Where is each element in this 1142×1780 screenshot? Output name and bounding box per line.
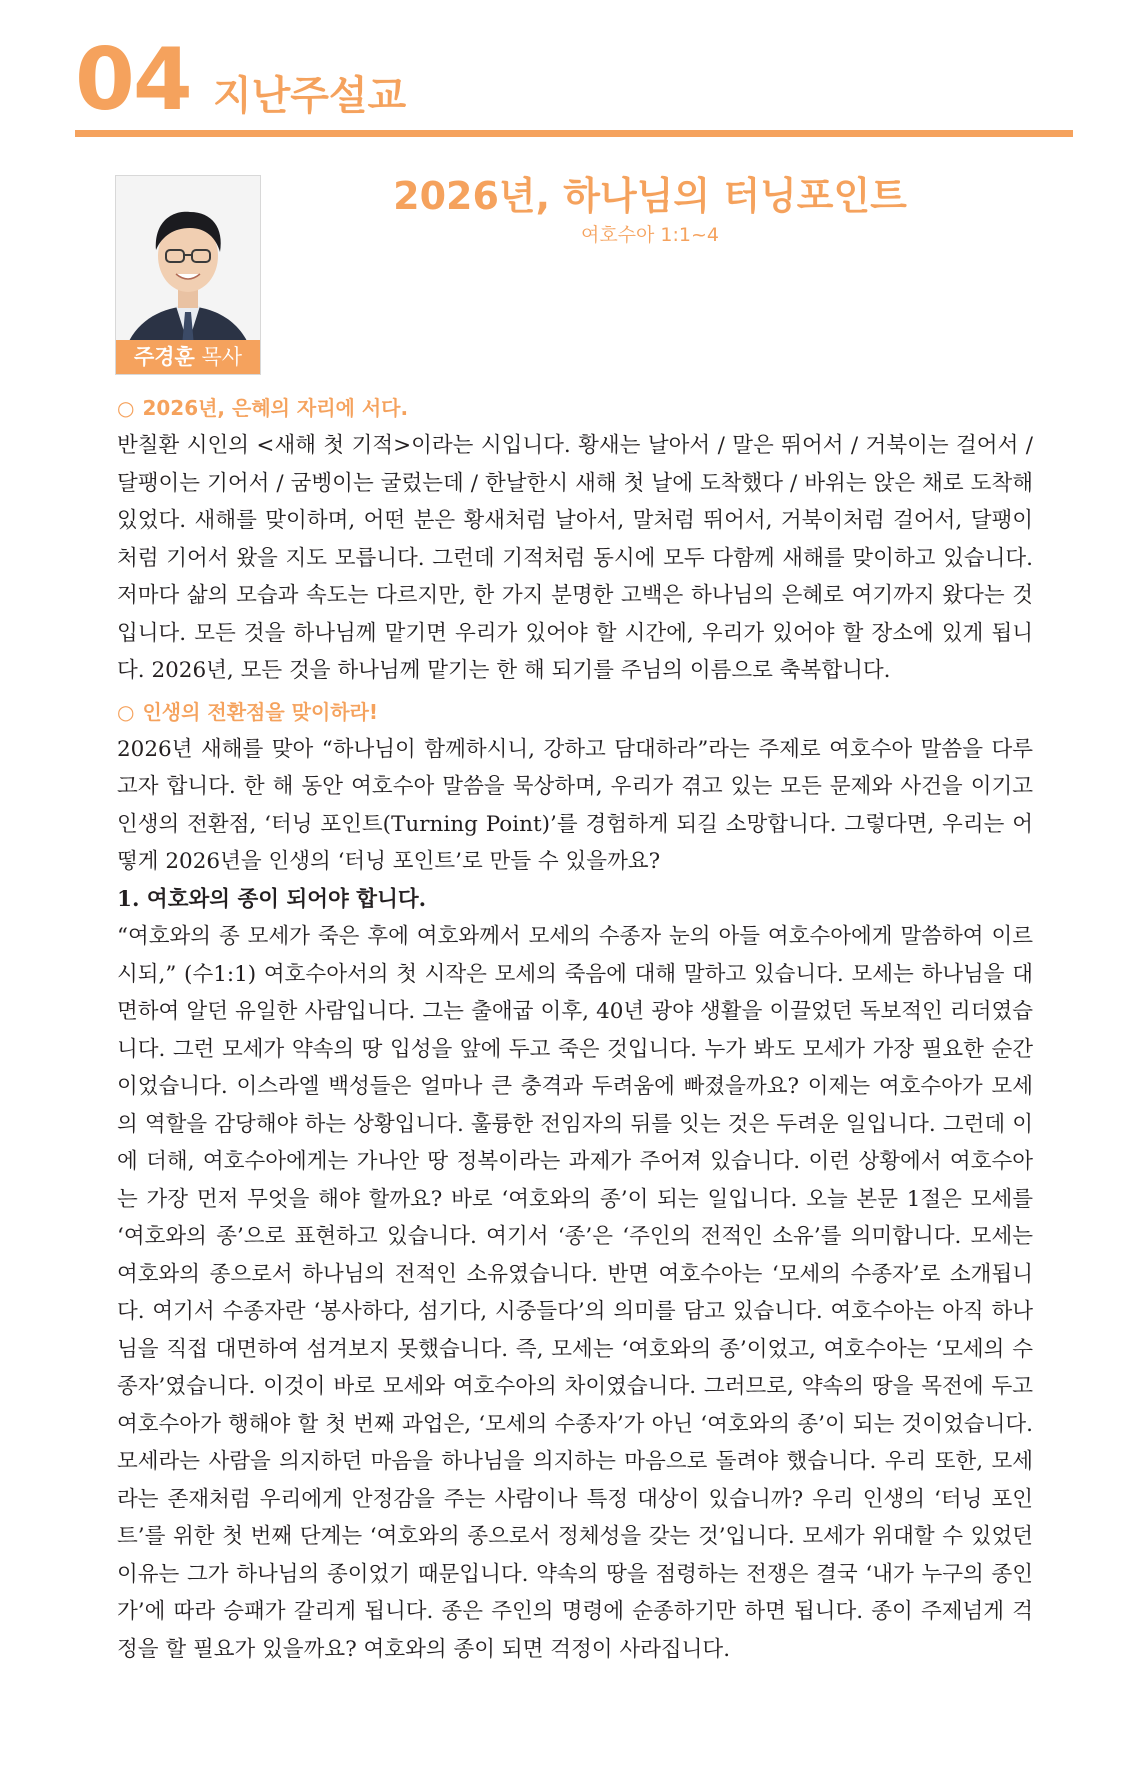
sermon-title: 2026년, 하나님의 터닝포인트 <box>393 174 907 218</box>
pastor-name: 주경훈 <box>133 345 195 369</box>
section-header <box>75 30 1075 140</box>
section-heading <box>117 694 1033 731</box>
sermon-body <box>117 390 1033 1668</box>
section-title: 지난주설교 <box>213 73 407 119</box>
circle-bullet-icon: ○ <box>117 396 135 420</box>
circle-bullet-icon: ○ <box>117 699 135 724</box>
point-heading: 1. 여호와의 종이 되어야 합니다. <box>117 886 427 912</box>
section-heading-text: 2026년, 은혜의 자리에 서다. <box>142 396 409 420</box>
pastor-nametag <box>116 340 260 374</box>
pastor-role: 목사 <box>201 345 243 369</box>
section-number: 04 <box>75 30 191 130</box>
section-paragraph: 반칠환 시인의 <새해 첫 기적>이라는 시입니다. 황새는 날아서 / 말은 뛰어서 / 거북이는 걸어서 / 달팽이는 기어서 / 굼벵이는 굴렀는데 / 한날한시 새해 첫 날에 도착했다 / 바위는 앉은 채로 도착해 있었다. 새해를 맞이하며, 어떤 분은 황새처럼 날아서, 말처럼 뛰어서, 거북이처럼 걸어서, 달팽이처럼 기어서 왔을 지도 모릅니다. 그런데 기적처럼 동시에 모두 다함께 새해를 맞이하고 있습니다. 저마다 삶의 모습과 속도는 다르지만, 한 가지 분명한 고백은 하나님의 은혜로 여기까지 왔다는 것입니다. 모든 것을 하나님께 맡기면 우리가 있어야 할 시간에, 우리가 있어야 할 장소에 있게 됩니다. 2026년, 모든 것을 하나님께 맡기는 한 해 되기를 주님의 이름으로 축복합니다. <box>117 433 1033 683</box>
section-heading-text: 인생의 전환점을 맞이하라! <box>142 699 379 724</box>
header-divider <box>75 130 1073 137</box>
point-body: “여호와의 종 모세가 죽은 후에 여호와께서 모세의 수종자 눈의 아들 여호수아에게 말씀하여 이르시되,” (수1:1) 여호수아서의 첫 시작은 모세의 죽음에 대해 말하고 있습니다. 모세는 하나님을 대면하여 알던 유일한 사람입니다. 그는 출애굽 이후, 40년 광야 생활을 이끌었던 독보적인 리더였습니다. 그런 모세가 약속의 땅 입성을 앞에 두고 죽은 것입니다. 누가 봐도 모세가 가장 필요한 순간이었습니다. 이스라엘 백성들은 얼마나 큰 충격과 두려움에 빠졌을까요? 이제는 여호수아가 모세의 역할을 감당해야 하는 상황입니다. 훌륭한 전임자의 뒤를 잇는 것은 두려운 일입니다. 그런데 이에 더해, 여호수아에게는 가나안 땅 정복이라는 과제가 주어져 있습니다. 이런 상황에서 여호수아는 가장 먼저 무엇을 해야 할까요? 바로 ‘여호와의 종’이 되는 일입니다. 오늘 본문 1절은 모세를 ‘여호와의 종’으로 표현하고 있습니다. 여기서 ‘종’은 ‘주인의 전적인 소유’를 의미합니다. 모세는 여호와의 종으로서 하나님의 전적인 소유였습니다. 반면 여호수아는 ‘모세의 수종자’로 소개됩니다. 여기서 수종자란 ‘봉사하다, 섬기다, 시중들다’의 의미를 담고 있습니다. 여호수아는 아직 하나님을 직접 대면하여 섬겨보지 못했습니다. 즉, 모세는 ‘여호와의 종’이었고, 여호수아는 ‘모세의 수종자’였습니다. 이것이 바로 모세와 여호수아의 차이였습니다. 그러므로, 약속의 땅을 목전에 두고 여호수아가 행해야 할 첫 번째 과업은, ‘모세의 수종자’가 아닌 ‘여호와의 종’이 되는 것이었습니다. 모세라는 사람을 의지하던 마음을 하나님을 의지하는 마음으로 돌려야 했습니다. 우리 또한, 모세라는 존재처럼 우리에게 안정감을 주는 사람이나 특정 대상이 있습니까? 우리 인생의 ‘터닝 포인트’를 위한 첫 번째 단계는 ‘여호와의 종으로서 정체성을 갖는 것’입니다. 모세가 위대할 수 있었던 이유는 그가 하나님의 종이었기 때문입니다. 약속의 땅을 점령하는 전쟁은 결국 ‘내가 누구의 종인가’에 따라 승패가 갈리게 됩니다. 종은 주인의 명령에 순종하기만 하면 됩니다. 종이 주제넘게 걱정을 할 필요가 있을까요? 여호와의 종이 되면 걱정이 사라집니다. <box>117 924 1033 1662</box>
pastor-photo <box>115 175 261 375</box>
scripture-reference: 여호수아 1:1~4 <box>580 224 720 246</box>
section-heading <box>117 390 1033 427</box>
section-paragraph: 2026년 새해를 맞아 “하나님이 함께하시니, 강하고 담대하라”라는 주제로 여호수아 말씀을 다루고자 합니다. 한 해 동안 여호수아 말씀을 묵상하며, 우리가 겪고 있는 모든 문제와 사건을 이기고 인생의 전환점, ‘터닝 포인트(Turning Point)’를 경험하게 되길 소망합니다. 그렇다면, 우리는 어떻게 2026년을 인생의 ‘터닝 포인트’로 만들 수 있을까요? <box>117 736 1033 874</box>
